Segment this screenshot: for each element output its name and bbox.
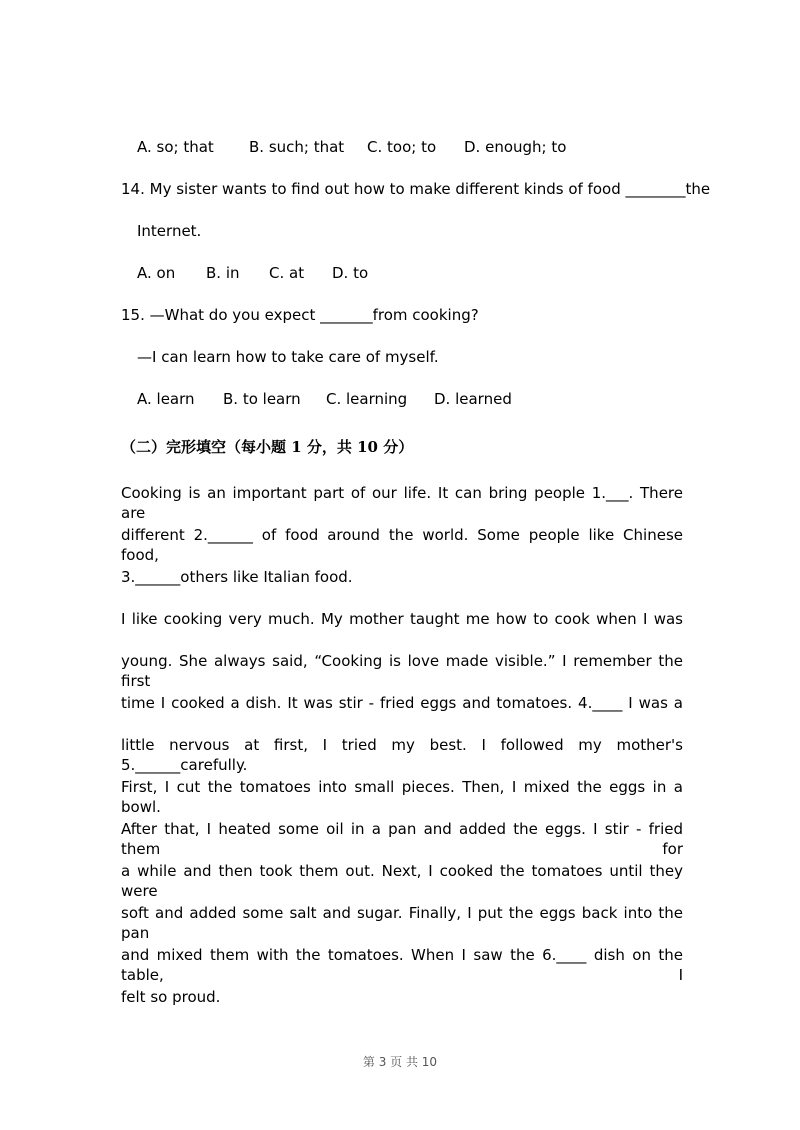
q15-option-a: A. learn [137,390,195,408]
q14-option-c: C. at [269,264,305,282]
section-heading: （二）完形填空（每小题 1 分，共 10 分） [121,438,414,456]
passage-line: soft and added some salt and sugar. Finally, I put the eggs back into the pan [121,904,683,942]
q13-options [137,137,566,157]
q15-options [137,389,512,409]
q14-options [137,263,368,283]
passage-line: I like cooking very much. My mother taught me how to cook when I was [121,610,683,628]
q15-stem-line-1: 15. —What do you expect _______from cooking? [121,306,479,324]
passage-line: a while and then took them out. Next, I cooked the tomatoes until they were [121,862,683,900]
q15-stem-line-2: —I can learn how to take care of myself. [137,348,439,366]
passage-line: and mixed them with the tomatoes. When I saw the 6.____ dish on the table, I [121,946,683,984]
q13-option-a: A. so; that [137,138,214,156]
passage-line: After that, I heated some oil in a pan and added the eggs. I stir - fried them for [121,820,683,858]
q15-option-c: C. learning [326,390,408,408]
passage-line: 3.______others like Italian food. [121,568,353,586]
q15-option-b: B. to learn [223,390,301,408]
q13-option-c: C. too; to [367,138,437,156]
q13-option-d: D. enough; to [464,138,567,156]
passage-line: little nervous at first, I tried my best. I followed my mother's 5.______carefully. [121,736,683,774]
passage-line: felt so proud. [121,988,221,1006]
q13-option-b: B. such; that [249,138,345,156]
passage-line: First, I cut the tomatoes into small pieces. Then, I mixed the eggs in a bowl. [121,778,683,816]
q14-stem-line-2: Internet. [137,222,202,240]
passage-line: Cooking is an important part of our life. It can bring people 1.___. There are [121,484,683,522]
q14-option-b: B. in [206,264,240,282]
passage-line: young. She always said, “Cooking is love made visible.” I remember the first [121,652,683,690]
q14-option-d: D. to [332,264,369,282]
q15-option-d: D. learned [434,390,512,408]
page-footer: 第 3 页 共 10 [362,1055,438,1069]
q14-option-a: A. on [137,264,176,282]
passage-line: different 2.______ of food around the world. Some people like Chinese food, [121,526,683,564]
passage-line: time I cooked a dish. It was stir - fried eggs and tomatoes. 4.____ I was a [121,694,683,712]
q14-stem-line-1: 14. My sister wants to find out how to make different kinds of food ________the [121,180,711,198]
